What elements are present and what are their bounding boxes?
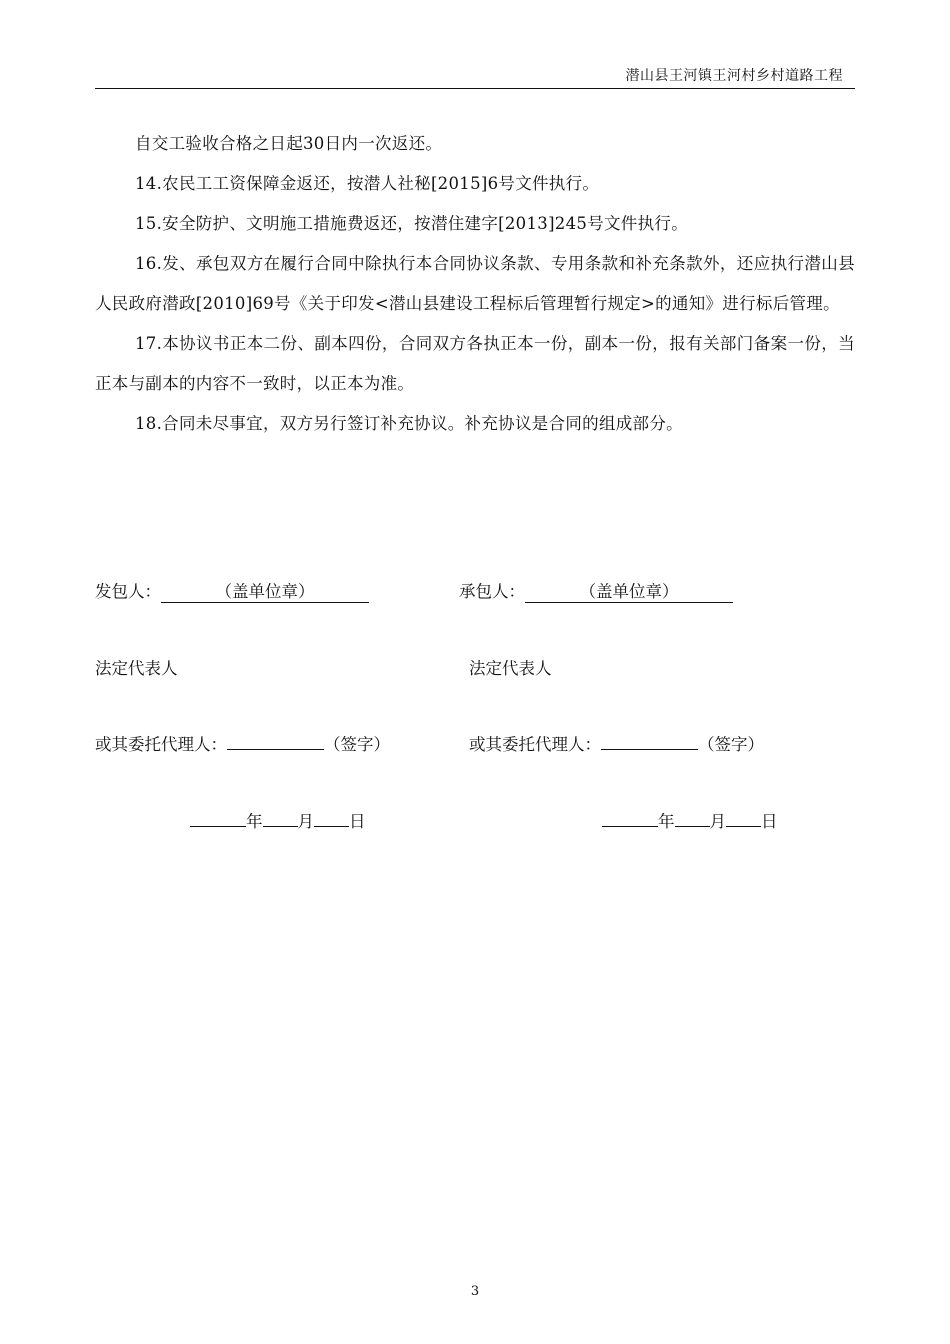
employer-agent-block <box>95 732 390 758</box>
paragraph-16: 16.发、承包双方在履行合同中除执行本合同协议条款、专用条款和补充条款外，还应执行潜山县人民政府潜政[2010]69号《关于印发<潜山县建设工程标后管理暂行规定>的通知》进行标后管理。 <box>95 254 855 313</box>
contractor-day-field[interactable] <box>726 826 761 827</box>
contractor-month-field[interactable] <box>675 826 710 827</box>
employer-sign-note: （签字） <box>324 735 390 754</box>
contractor-day-label: 日 <box>761 812 778 831</box>
contractor-month-label: 月 <box>709 812 726 831</box>
contractor-sign-note: （签字） <box>698 735 764 754</box>
signature-row-parties <box>95 579 855 605</box>
signature-row-legal-rep <box>95 656 855 682</box>
paragraph-17: 17.本协议书正本二份、副本四份，合同双方各执正本一份，副本一份，报有关部门备案一份，当正本与副本的内容不一致时，以正本为准。 <box>95 334 855 393</box>
contractor-legal-rep-label: 法定代表人 <box>469 659 552 678</box>
employer-month-label: 月 <box>297 812 314 831</box>
page-number: 3 <box>470 1284 480 1299</box>
contractor-date-block <box>602 809 778 835</box>
employer-label: 发包人： <box>95 582 161 601</box>
contractor-seal-note: （盖单位章） <box>579 582 679 601</box>
signature-row-date <box>95 809 855 835</box>
employer-block <box>95 579 369 605</box>
employer-seal-note: （盖单位章） <box>215 582 315 601</box>
employer-year-field[interactable] <box>190 826 246 827</box>
contractor-year-field[interactable] <box>602 826 658 827</box>
employer-seal-field[interactable] <box>161 582 369 603</box>
employer-agent-label: 或其委托代理人： <box>95 735 227 754</box>
signature-row-agent <box>95 732 855 758</box>
employer-month-field[interactable] <box>263 826 298 827</box>
employer-agent-sign-field[interactable] <box>227 749 324 750</box>
employer-legal-rep-label: 法定代表人 <box>95 659 178 678</box>
contractor-block <box>459 579 733 605</box>
contractor-year-label: 年 <box>658 812 675 831</box>
paragraph-14: 14.农民工工资保障金返还，按潜人社秘[2015]6号文件执行。 <box>135 174 600 193</box>
page-header <box>95 66 855 89</box>
employer-day-label: 日 <box>349 812 366 831</box>
employer-date-block <box>190 809 366 835</box>
header-title: 潜山县王河镇王河村乡村道路工程 <box>625 68 843 84</box>
employer-year-label: 年 <box>246 812 263 831</box>
contractor-seal-field[interactable] <box>525 582 733 603</box>
contractor-label: 承包人： <box>459 582 525 601</box>
contractor-agent-sign-field[interactable] <box>601 749 698 750</box>
employer-day-field[interactable] <box>314 826 349 827</box>
contractor-agent-label: 或其委托代理人： <box>469 735 601 754</box>
paragraph-deposit-return: 自交工验收合格之日起30日内一次返还。 <box>135 134 443 153</box>
contract-body <box>95 124 855 444</box>
paragraph-18: 18.合同未尽事宜，双方另行签订补充协议。补充协议是合同的组成部分。 <box>135 414 683 433</box>
contractor-agent-block <box>469 732 764 758</box>
paragraph-15: 15.安全防护、文明施工措施费返还，按潜住建字[2013]245号文件执行。 <box>135 214 688 233</box>
